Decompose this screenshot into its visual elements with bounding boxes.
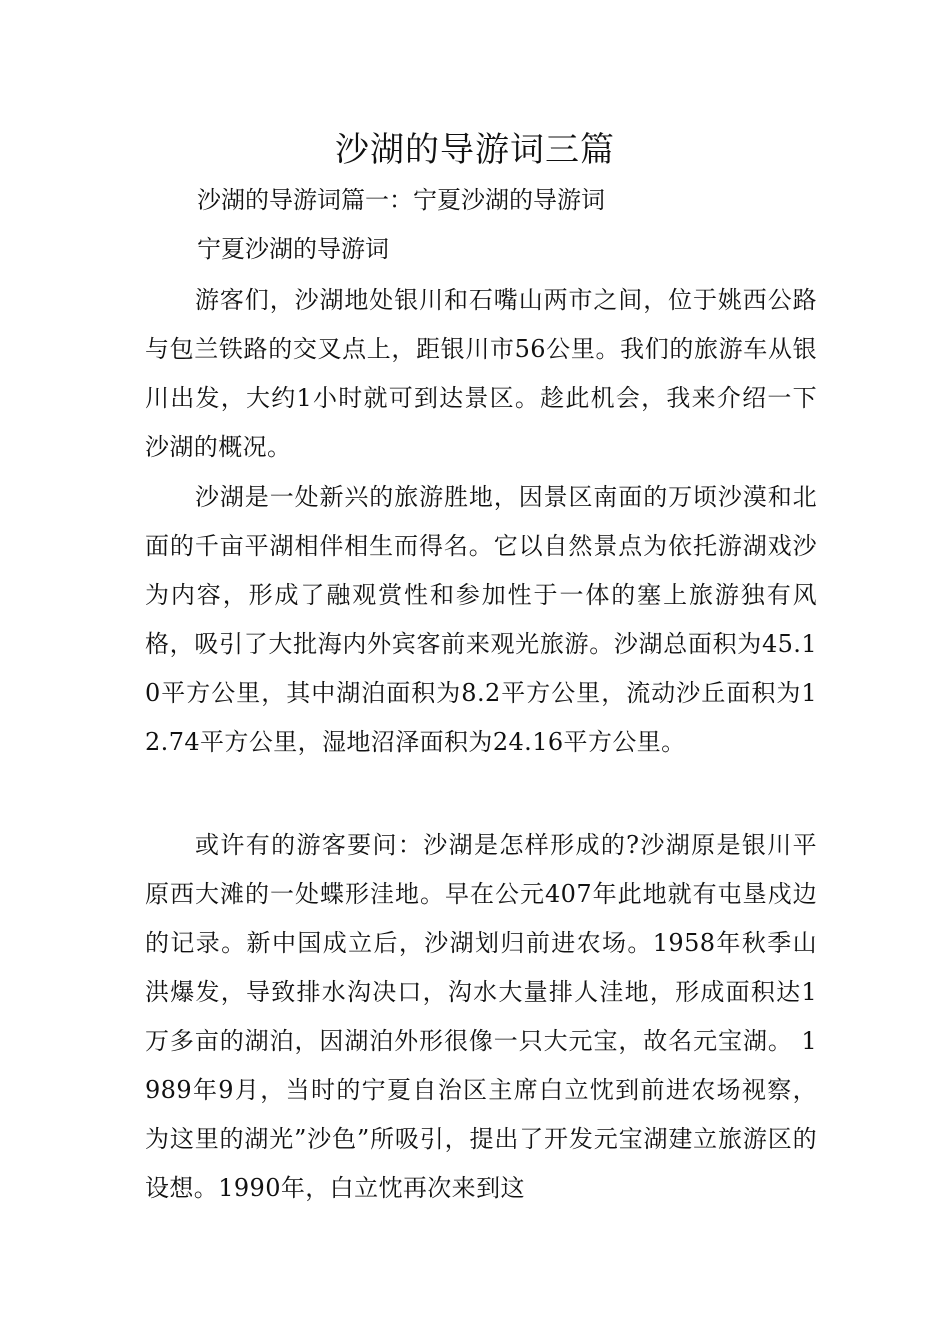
paragraph-history: 或许有的游客要问：沙湖是怎样形成的?沙湖原是银川平原西大滩的一处蝶形洼地。早在公元407年此地就有屯垦戍边的记录。新中国成立后，沙湖划归前进农场。1958年秋季山洪爆发，导致排水沟决口，沟水大量排人洼地，形成面积达1万多亩的湖泊，因湖泊外形很像一只大元宝，故名元宝湖。 1989年9月，当时的宁夏自治区主席白立忱到前进农场视察，为这里的湖光”沙色”所吸引，提出了开发元宝湖建立旅游区的设想。1990年，白立忱再次来到这 <box>145 831 817 1202</box>
sub-heading: 宁夏沙湖的导游词 <box>197 235 389 263</box>
section-heading: 沙湖的导游词篇一：宁夏沙湖的导游词 <box>197 186 605 214</box>
paragraph-overview: 沙湖是一处新兴的旅游胜地，因景区南面的万顷沙漠和北面的千亩平湖相伴相生而得名。它以自然景点为依托游湖戏沙为内容，形成了融观赏性和参加性于一体的塞上旅游独有风格，吸引了大批海内外宾客前来观光旅游。沙湖总面积为45.10平方公里，其中湖泊面积为8.2平方公里，流动沙丘面积为12.74平方公里，湿地沼泽面积为24.16平方公里。 <box>145 483 817 756</box>
paragraph-intro: 游客们，沙湖地处银川和石嘴山两市之间，位于姚西公路与包兰铁路的交叉点上，距银川市56公里。我们的旅游车从银川出发，大约1小时就可到达景区。趁此机会，我来介绍一下沙湖的概况。 <box>145 286 817 461</box>
document-title: 沙湖的导游词三篇 <box>335 130 615 170</box>
